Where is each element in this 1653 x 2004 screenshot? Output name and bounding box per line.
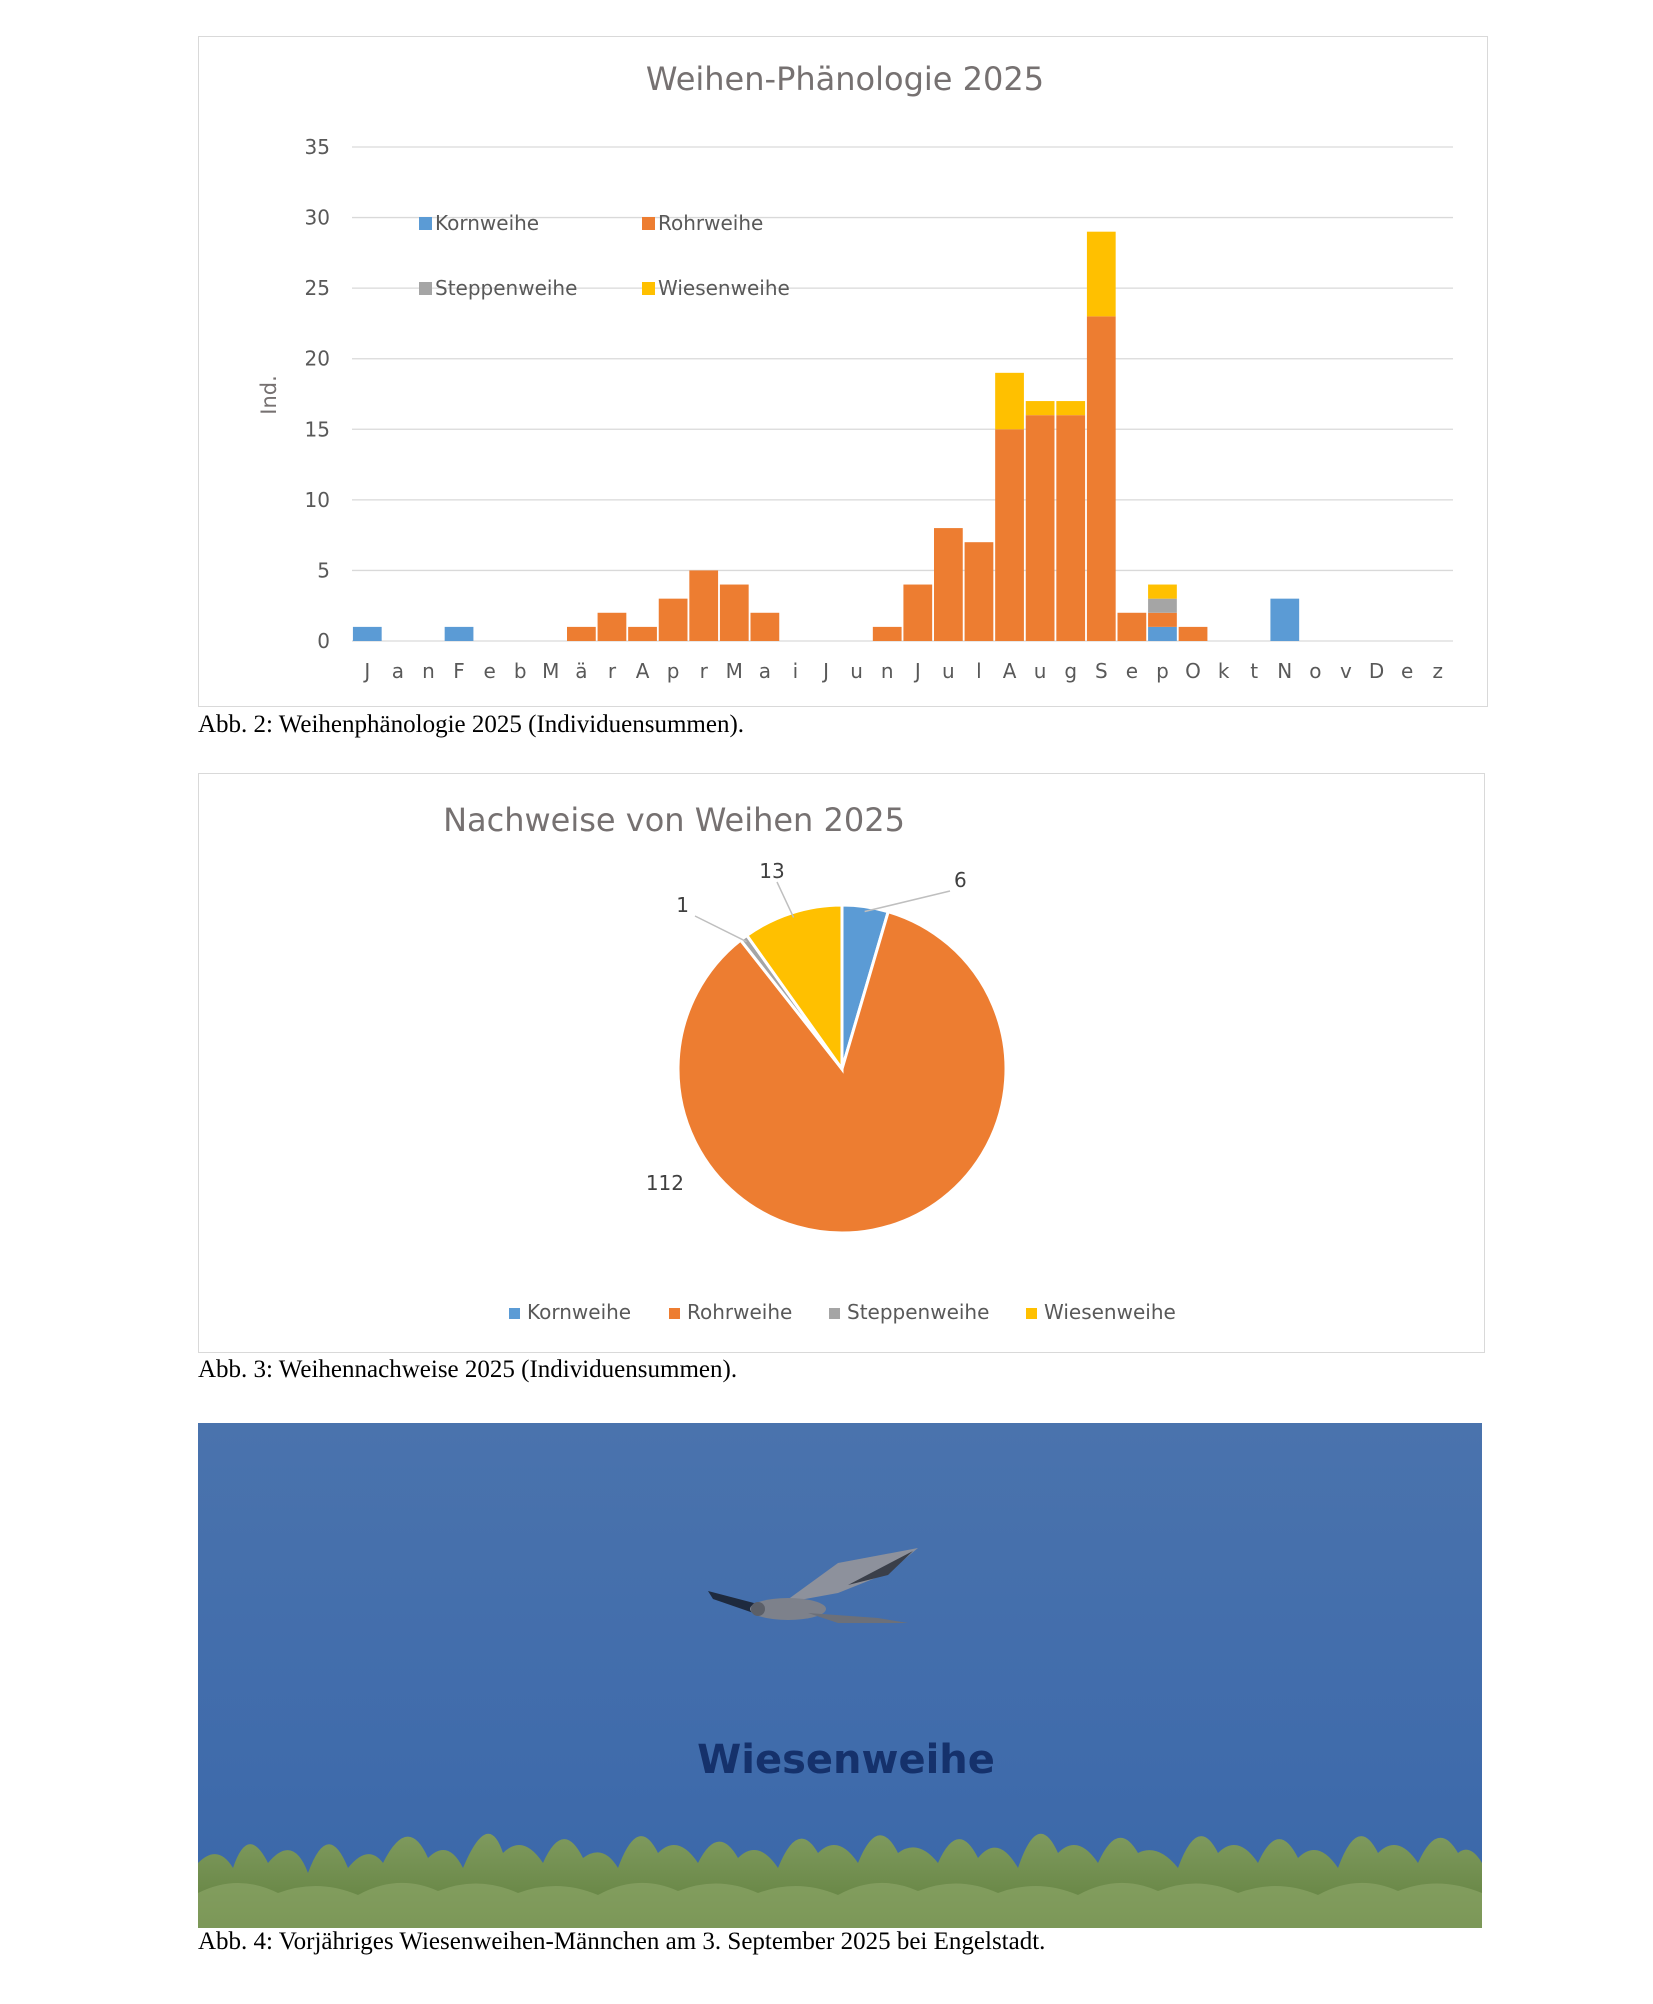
legend-label: Steppenweihe	[847, 1300, 990, 1324]
legend-swatch	[419, 282, 432, 295]
bar-segment	[720, 585, 749, 641]
x-tick-label: g	[1064, 659, 1078, 683]
y-tick-label: 0	[317, 629, 330, 653]
x-tick-labels	[362, 659, 1443, 683]
legend-label: Kornweihe	[527, 1300, 632, 1324]
chart-legend	[419, 211, 790, 300]
x-tick-label: v	[1340, 659, 1352, 683]
x-tick-label: D	[1368, 659, 1385, 683]
y-tick-label: 25	[304, 276, 330, 301]
bar-segment	[751, 613, 780, 641]
bar-segment	[1148, 613, 1177, 627]
bar-segment	[1118, 613, 1147, 641]
y-tick-labels	[305, 135, 330, 653]
bar-segment	[567, 627, 596, 641]
y-axis-label: Ind.	[257, 375, 281, 415]
x-tick-label: p	[1156, 659, 1169, 683]
pie-data-label: 6	[954, 868, 967, 892]
bar-segment	[628, 627, 657, 641]
y-tick-label: 15	[304, 417, 330, 442]
legend-swatch	[419, 217, 432, 230]
photo-illustration	[198, 1423, 1482, 1928]
x-tick-label: J	[914, 659, 921, 683]
x-tick-label: o	[1309, 659, 1322, 683]
bar-segment	[995, 429, 1024, 641]
x-tick-label: n	[880, 659, 894, 683]
pie-data-label: 112	[645, 1171, 684, 1195]
phenology-chart	[199, 37, 1487, 706]
pie-data-label: 1	[676, 893, 689, 917]
x-tick-label: a	[758, 659, 772, 683]
x-tick-label: F	[453, 659, 465, 683]
legend-label: Wiesenweihe	[1044, 1300, 1176, 1324]
leader-line	[865, 891, 950, 912]
bar-segment	[873, 627, 902, 641]
y-tick-label: 30	[304, 205, 330, 230]
x-tick-label: a	[391, 659, 405, 683]
bar-segment	[1148, 599, 1177, 613]
legend-label: Wiesenweihe	[658, 276, 790, 300]
photo-overlay-text: Wiesenweihe	[697, 1737, 995, 1783]
bar-segment	[659, 599, 688, 641]
x-tick-label: O	[1185, 659, 1201, 683]
bar-segment	[1270, 599, 1299, 641]
x-tick-label: k	[1217, 659, 1230, 683]
pie-legend	[509, 1300, 1176, 1324]
bar-segment	[934, 528, 963, 641]
detections-pie-chart	[199, 774, 1484, 1352]
y-tick-label: 35	[304, 135, 330, 159]
x-tick-label: r	[607, 659, 617, 683]
bar-segment	[445, 627, 474, 641]
x-tick-label: l	[976, 659, 982, 683]
figure-3-caption: Abb. 3: Weihennachweise 2025 (Individuensummen).	[198, 1356, 738, 1383]
bar-segment	[1056, 401, 1085, 415]
x-tick-label: r	[699, 659, 708, 683]
legend-label: Rohrweihe	[687, 1300, 793, 1324]
bar-segment	[1087, 316, 1116, 641]
x-tick-label: n	[422, 659, 435, 683]
bar-segment	[689, 570, 718, 641]
bar-segment	[995, 373, 1024, 429]
x-tick-label: e	[1400, 659, 1414, 683]
figure-2-caption: Abb. 2: Weihenphänologie 2025 (Individuensummen).	[198, 711, 745, 738]
x-tick-label: e	[1125, 659, 1139, 683]
x-tick-label: A	[1002, 659, 1017, 683]
bar-segment	[1148, 627, 1177, 641]
x-tick-label: A	[635, 659, 650, 683]
pie-slices	[678, 905, 1006, 1233]
x-tick-label: u	[942, 659, 955, 683]
legend-swatch	[642, 282, 655, 295]
x-tick-label: u	[850, 659, 863, 683]
legend-swatch	[669, 1308, 680, 1319]
pie-title: Nachweise von Weihen 2025	[443, 801, 905, 839]
legend-swatch	[1026, 1308, 1037, 1319]
x-tick-label: z	[1432, 659, 1443, 683]
figure-4-caption: Abb. 4: Vorjähriges Wiesenweihen-Männchen am 3. September 2025 bei Engelstadt.	[198, 1928, 1046, 1955]
legend-label: Kornweihe	[435, 211, 540, 235]
bar-segment	[1056, 415, 1085, 641]
x-tick-label: t	[1250, 659, 1259, 683]
leader-line	[695, 916, 747, 942]
x-tick-label: S	[1094, 659, 1108, 683]
x-tick-label: M	[725, 659, 743, 683]
legend-label: Rohrweihe	[658, 211, 764, 235]
bar-segment	[903, 585, 932, 641]
leader-line	[777, 882, 794, 917]
x-tick-label: M	[542, 659, 560, 683]
x-tick-label: J	[364, 659, 371, 683]
x-tick-label: b	[513, 659, 527, 683]
y-tick-label: 5	[317, 558, 330, 583]
pie-data-label: 13	[759, 859, 785, 883]
bar-segment	[1087, 232, 1116, 317]
bar-segment	[1026, 415, 1055, 641]
x-tick-label: u	[1033, 659, 1047, 683]
x-tick-label: e	[483, 659, 496, 683]
legend-label: Steppenweihe	[435, 276, 578, 300]
y-tick-label: 10	[304, 487, 330, 512]
legend-swatch	[509, 1308, 520, 1319]
y-tick-label: 20	[304, 346, 330, 371]
bar-segment	[598, 613, 627, 641]
bar-segment	[353, 627, 382, 641]
bar-segment	[1148, 585, 1177, 599]
legend-swatch	[642, 217, 655, 230]
bar-segment	[1026, 401, 1055, 415]
x-tick-label: J	[823, 659, 829, 683]
chart-title: Weihen-Phänologie 2025	[645, 60, 1045, 98]
x-tick-label: ä	[575, 659, 588, 683]
bar-segment	[1179, 627, 1208, 641]
x-tick-label: i	[792, 659, 799, 683]
detections-chart-frame	[198, 773, 1485, 1353]
phenology-chart-frame	[198, 36, 1488, 707]
x-tick-label: p	[666, 659, 680, 683]
legend-swatch	[829, 1308, 840, 1319]
x-tick-label: N	[1277, 659, 1293, 683]
bar-segment	[965, 542, 994, 641]
harrier-photo	[198, 1423, 1482, 1928]
